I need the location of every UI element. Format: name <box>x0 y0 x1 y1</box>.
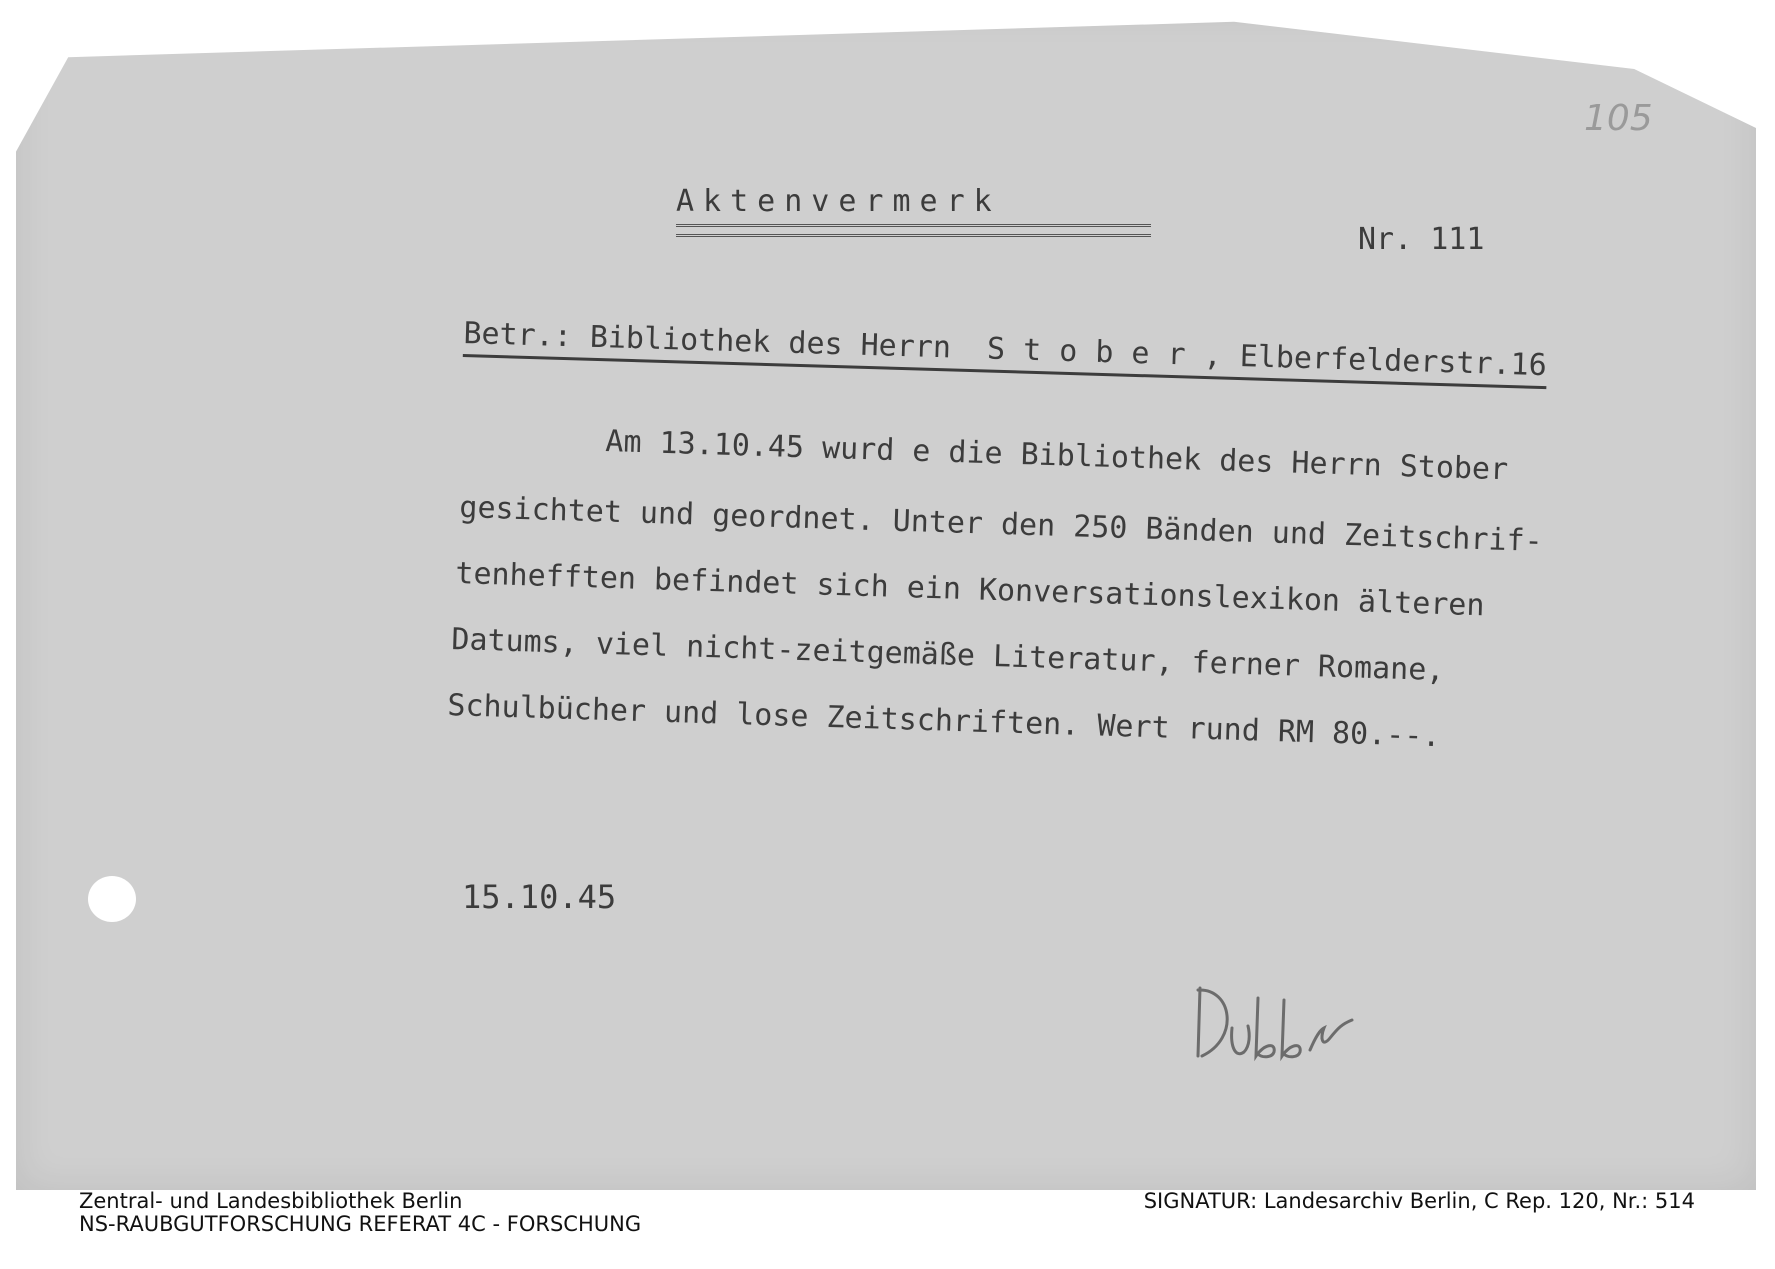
heading-underline <box>676 224 1151 227</box>
punch-hole <box>88 876 136 922</box>
body-line-2: gesichtet und geordnet. Unter den 250 Bänden und Zeitschrif- <box>458 490 1544 560</box>
document-number: Nr. 111 <box>1358 222 1485 257</box>
body-line-1: Am 13.10.45 wurd e die Bibliothek des Herrn Stober <box>604 424 1509 488</box>
footer-department: NS-RAUBGUTFORSCHUNG REFERAT 4C - FORSCHUNG <box>79 1212 642 1236</box>
footer-signature-reference: SIGNATUR: Landesarchiv Berlin, C Rep. 120, Nr.: 514 <box>1143 1189 1695 1213</box>
body-line-4: Datums, viel nicht-zeitgemäße Literatur, ferner Romane, <box>450 622 1445 689</box>
body-line-3: tenhefften befindet sich ein Konversationslexikon älteren <box>454 556 1486 624</box>
body-line-5: Schulbücher und lose Zeitschriften. Wert rund RM 80.--. <box>446 688 1441 755</box>
footer-institution: Zentral- und Landesbibliothek Berlin <box>79 1189 463 1213</box>
subject-line: Betr.: Bibliothek des Herrn S t o b e r , Elberfelderstr.16 <box>463 316 1547 389</box>
page-number: 105 <box>1584 98 1653 139</box>
document-date: 15.10.45 <box>462 878 617 916</box>
heading-underline-2 <box>676 234 1151 237</box>
handwritten-signature <box>1192 978 1372 1088</box>
document-heading: Aktenvermerk <box>676 184 1001 219</box>
